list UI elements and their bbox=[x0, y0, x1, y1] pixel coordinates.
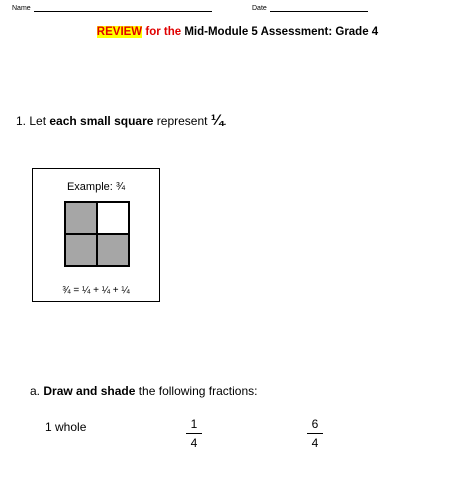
date-line[interactable] bbox=[270, 4, 368, 12]
grid-cell-empty bbox=[97, 202, 129, 234]
name-field[interactable] bbox=[12, 4, 212, 12]
example-box bbox=[32, 168, 160, 302]
fraction-bar bbox=[186, 433, 202, 434]
fraction-numerator: 6 bbox=[311, 417, 319, 431]
question-1-bold: each small square bbox=[49, 114, 154, 128]
question-1-period: . bbox=[223, 114, 227, 128]
fraction-denominator: 4 bbox=[190, 436, 198, 450]
title-rest: Mid-Module 5 Assessment: Grade 4 bbox=[181, 26, 379, 38]
part-a bbox=[30, 384, 257, 398]
title-for-the: for the bbox=[142, 26, 182, 38]
part-a-bold: Draw and shade bbox=[43, 384, 136, 398]
grid-cell-shaded bbox=[65, 202, 97, 234]
name-label: Name bbox=[12, 5, 31, 12]
title-review: REVIEW bbox=[96, 26, 143, 38]
date-field[interactable] bbox=[252, 4, 368, 12]
name-line[interactable] bbox=[34, 4, 212, 12]
fraction-bar bbox=[307, 433, 323, 434]
part-a-letter: a. bbox=[30, 384, 41, 398]
example-equation: ¾ = ¼ + ¼ + ¼ bbox=[62, 285, 130, 296]
example-grid bbox=[64, 201, 130, 267]
example-label: Example: ¾ bbox=[66, 181, 126, 193]
item-one-whole: 1 whole bbox=[45, 420, 87, 434]
fraction-one-fourth bbox=[184, 417, 204, 450]
question-1-fraction: ¼ bbox=[210, 112, 224, 129]
page-title bbox=[0, 26, 475, 38]
question-1 bbox=[16, 112, 227, 129]
fraction-six-fourths bbox=[305, 417, 325, 450]
question-1-number: 1. bbox=[16, 114, 27, 128]
fraction-numerator: 1 bbox=[190, 417, 198, 431]
part-a-text: the following fractions: bbox=[135, 384, 258, 398]
date-label: Date bbox=[252, 5, 267, 12]
question-1-text-start: Let bbox=[29, 114, 50, 128]
fraction-denominator: 4 bbox=[311, 436, 319, 450]
grid-cell-shaded bbox=[65, 234, 97, 266]
question-1-text-end: represent bbox=[153, 114, 211, 128]
grid-cell-shaded bbox=[97, 234, 129, 266]
